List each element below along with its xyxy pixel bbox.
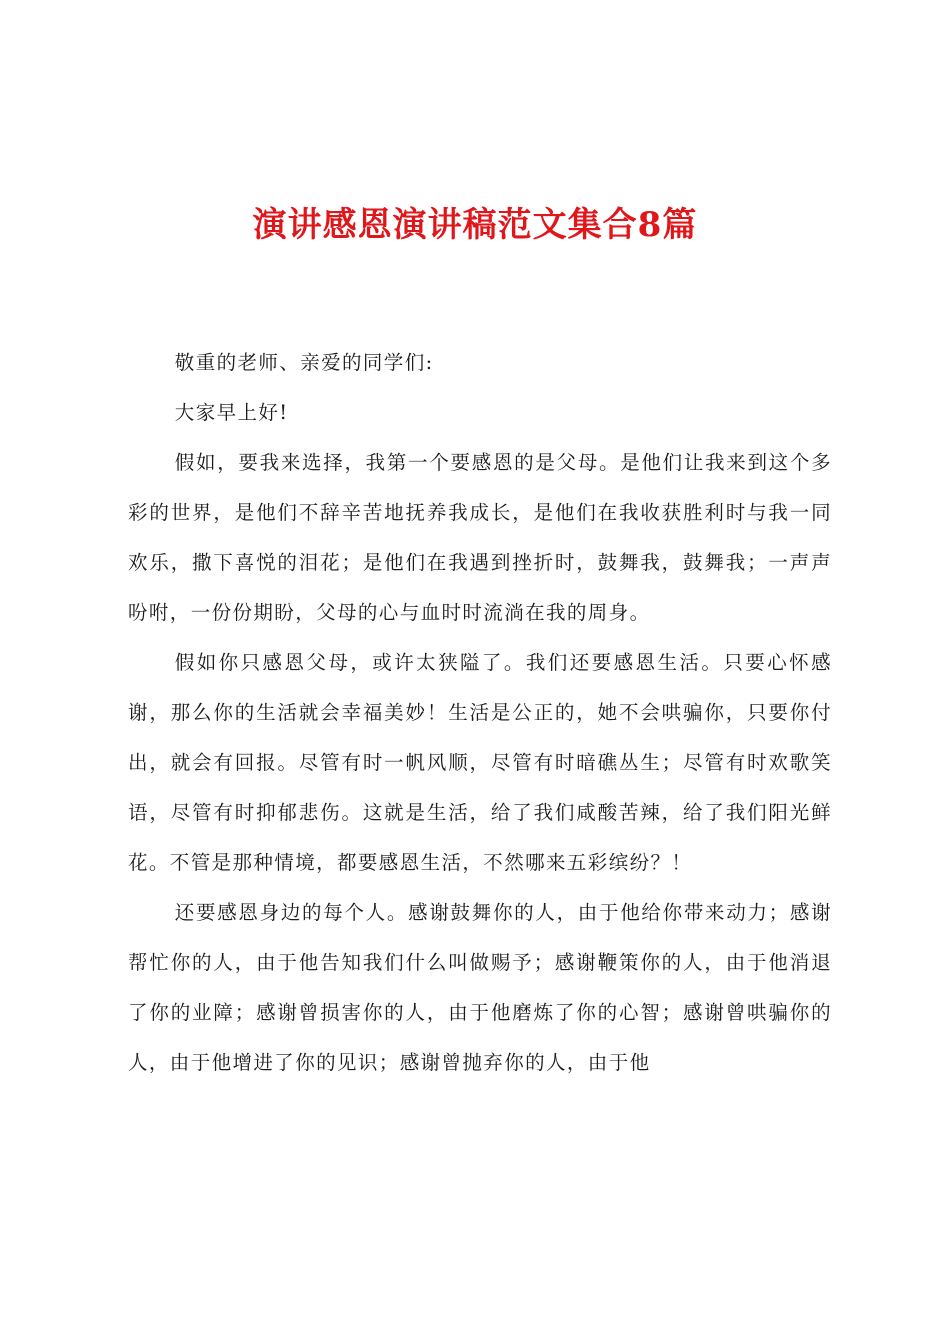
document-body xyxy=(128,338,832,1088)
body-paragraph-life: 假如你只感恩父母，或许太狭隘了。我们还要感恩生活。只要心怀感谢，那么你的生活就会幸福美妙！生活是公正的，她不会哄骗你，只要你付出，就会有回报。尽管有时一帆风顺，尽管有时暗礁丛生；尽管有时欢歌笑语，尽管有时抑郁悲伤。这就是生活，给了我们咸酸苦辣，给了我们阳光鲜花。不管是那种情境，都要感恩生活，不然哪来五彩缤纷？！ xyxy=(128,651,832,874)
greeting-paragraph: 大家早上好! xyxy=(174,401,289,424)
body-paragraph-people: 还要感恩身边的每个人。感谢鼓舞你的人，由于他给你带来动力；感谢帮忙你的人，由于他告知我们什么叫做赐予；感谢鞭策你的人，由于他消退了你的业障；感谢曾损害你的人，由于他磨炼了你的心智；感谢曾哄骗你的人，由于他增进了你的见识；感谢曾抛弃你的人，由于他 xyxy=(128,901,832,1074)
salutation-paragraph: 敬重的老师、亲爱的同学们: xyxy=(174,351,434,374)
body-paragraph-parents: 假如，要我来选择，我第一个要感恩的是父母。是他们让我来到这个多彩的世界，是他们不辞辛苦地抚养我成长，是他们在我收获胜利时与我一同欢乐，撒下喜悦的泪花；是他们在我遇到挫折时，鼓舞我，鼓舞我；一声声吩咐，一份份期盼，父母的心与血时时流淌在我的周身。 xyxy=(128,451,832,624)
document-title: 演讲感恩演讲稿范文集合8篇 xyxy=(252,205,698,245)
